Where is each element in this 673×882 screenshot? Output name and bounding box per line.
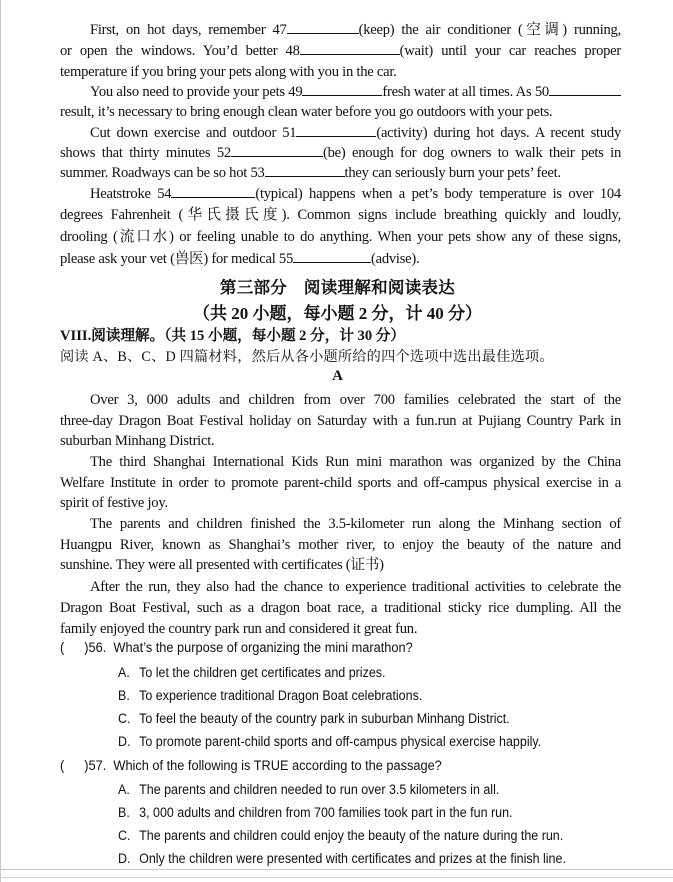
- option-letter: D.: [118, 734, 131, 750]
- option-letter: A.: [118, 782, 130, 798]
- text: or open the windows. You’d better 48: [60, 43, 300, 59]
- cloze-line: temperature if you bring your pets along with you in the car.: [60, 64, 397, 80]
- option-text: The parents and children could enjoy the beauty of the nature during the run.: [139, 828, 564, 844]
- option-letter: C.: [118, 711, 131, 727]
- text: summer. Roadways can be so hot 53: [60, 165, 265, 181]
- passage-line: family enjoyed the country park run and considered it great fun.: [60, 621, 418, 637]
- answer-blank-53[interactable]: [265, 163, 345, 177]
- passage-line: suburban Minhang District.: [60, 433, 215, 449]
- option-letter: B.: [118, 688, 130, 704]
- text: (keep) the air conditioner (空调) running,: [358, 22, 622, 38]
- cloze-line: degrees Fahrenheit (华氏摄氏度). Common signs include breathing quickly and loudly,: [60, 207, 621, 223]
- option-56-b[interactable]: [118, 688, 422, 704]
- answer-paren[interactable]: (: [60, 640, 65, 656]
- cloze-line: [90, 20, 621, 40]
- section-title: VIII.阅读理解。（共 15 小题，每小题 2 分，计 30 分）: [60, 328, 405, 344]
- question-57: [60, 758, 442, 774]
- passage-line: sunshine. They were all presented with certificates (证书): [60, 557, 384, 573]
- option-letter: C.: [118, 828, 131, 844]
- text: (wait) until your car reaches proper: [399, 43, 621, 59]
- answer-blank-49[interactable]: [302, 82, 382, 96]
- answer-blank-50[interactable]: [549, 82, 621, 96]
- option-56-d[interactable]: [118, 734, 541, 750]
- text: fresh water at all times. As 50: [382, 84, 549, 100]
- instruction-text: 阅读 A、B、C、D 四篇材料，然后从各小题所给的四个选项中选出最佳选项。: [60, 349, 554, 365]
- option-text: 3, 000 adults and children from 700 families took part in the fun run.: [139, 805, 513, 821]
- question-56: [60, 640, 413, 656]
- option-57-d[interactable]: [118, 851, 566, 867]
- option-letter: B.: [118, 805, 130, 821]
- option-letter: D.: [118, 851, 131, 867]
- option-text: The parents and children needed to run over 3.5 kilometers in all.: [139, 782, 500, 798]
- text: Cut down exercise and outdoor 51: [90, 125, 297, 141]
- option-56-c[interactable]: [118, 711, 510, 727]
- text: (activity) during hot days. A recent study: [376, 125, 621, 141]
- cloze-line: [60, 143, 621, 163]
- text: Heatstroke 54: [90, 186, 172, 202]
- text: they can seriously burn your pets’ feet.: [344, 165, 561, 181]
- text: (typical) happens when a pet’s body temperature is over 104: [255, 186, 621, 202]
- option-letter: A.: [118, 665, 130, 681]
- text: (be) enough for dog owners to walk their pets in: [322, 145, 621, 161]
- passage-line: Dragon Boat Festival, such as a dragon boat race, a traditional sticky rice dumpling. All the: [60, 600, 621, 616]
- passage-line: The third Shanghai International Kids Run mini marathon was organized by the China: [90, 454, 621, 470]
- cloze-line: result, it’s necessary to bring enough clean water before you go outdoors with your pets.: [60, 104, 553, 120]
- passage-line: Huangpu River, known as Shanghai’s mother river, to enjoy the beauty of the nature and: [60, 537, 621, 553]
- cloze-line: [90, 82, 621, 102]
- question-text: Which of the following is TRUE according to the passage?: [113, 758, 442, 774]
- question-number: )56.: [84, 640, 107, 656]
- option-57-b[interactable]: [118, 805, 513, 821]
- answer-blank-54[interactable]: [171, 184, 255, 198]
- option-57-c[interactable]: [118, 828, 563, 844]
- option-56-a[interactable]: [118, 665, 385, 681]
- text: shows that thirty minutes 52: [60, 145, 231, 161]
- text: please ask your vet (兽医) for medical 55: [60, 251, 293, 267]
- passage-line: spirit of festive joy.: [60, 495, 168, 511]
- passage-line: After the run, they also had the chance to experience traditional activities to celebrate the: [90, 579, 621, 595]
- option-text: To promote parent-child sports and off-campus physical exercise happily.: [139, 734, 542, 750]
- cloze-line: [60, 249, 621, 269]
- text: First, on hot days, remember 47: [90, 22, 287, 38]
- cloze-line: [90, 184, 621, 204]
- option-text: To experience traditional Dragon Boat celebrations.: [139, 688, 423, 704]
- question-number: )57.: [84, 758, 107, 774]
- cloze-line: [60, 163, 621, 183]
- passage-line: three-day Dragon Boat Festival holiday on Saturday with a fun.run at Pujiang Country Park in: [60, 413, 621, 429]
- cloze-line: [60, 41, 621, 61]
- text: You also need to provide your pets 49: [90, 84, 303, 100]
- cloze-line: [90, 123, 621, 143]
- passage-line: Welfare Institute in order to promote parent-child sports and off-campus physical exercise in a: [60, 475, 621, 491]
- answer-blank-55[interactable]: [293, 249, 371, 263]
- answer-blank-47[interactable]: [287, 20, 359, 34]
- passage-label: A: [332, 368, 343, 384]
- answer-blank-48[interactable]: [300, 41, 400, 55]
- next-page-edge: [0, 877, 673, 878]
- cloze-line: drooling (流口水) or feeling unable to do anything. When your pets show any of these signs,: [60, 229, 621, 245]
- part-title: 第三部分 阅读理解和阅读表达: [219, 278, 456, 297]
- option-text: To feel the beauty of the country park in suburban Minhang District.: [139, 711, 510, 727]
- option-57-a[interactable]: [118, 782, 499, 798]
- passage-line: Over 3, 000 adults and children from over 700 families celebrated the start of the: [90, 392, 621, 408]
- text: (advise).: [371, 251, 420, 267]
- page-bottom-divider: [0, 869, 673, 870]
- answer-paren[interactable]: (: [60, 758, 65, 774]
- answer-blank-51[interactable]: [296, 123, 376, 137]
- answer-blank-52[interactable]: [231, 143, 323, 157]
- part-subtitle: （共 20 小题，每小题 2 分，计 40 分）: [193, 304, 482, 323]
- option-text: Only the children were presented with certificates and prizes at the finish line.: [139, 851, 566, 867]
- passage-line: The parents and children finished the 3.5-kilometer run along the Minhang section of: [90, 516, 621, 532]
- question-text: What’s the purpose of organizing the mini marathon?: [113, 640, 413, 656]
- option-text: To let the children get certificates and prizes.: [139, 665, 386, 681]
